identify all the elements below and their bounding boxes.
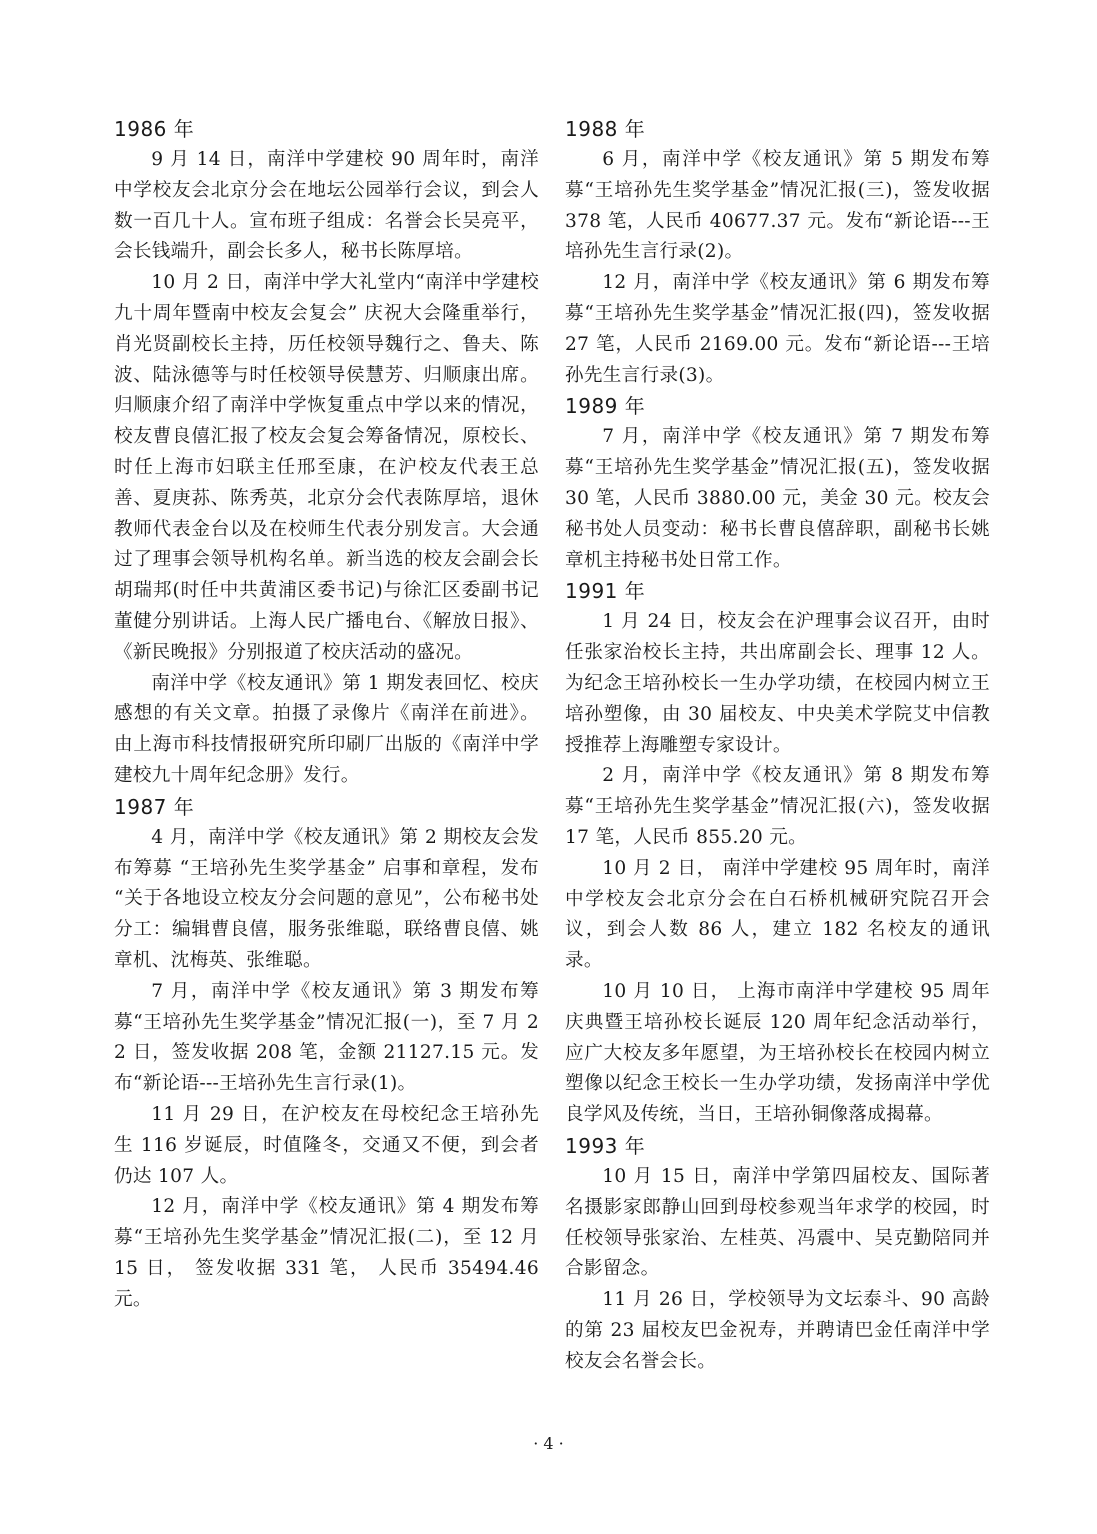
paragraph: 4 月，南洋中学《校友通讯》第 2 期校友会发布筹募 “王培孙先生奖学基金” 启事和章程，发布 “关于各地设立校友分会问题的意见”，公布秘书处分工：编辑曹良僖，服务张维聪，联络曹良僖、姚章机、沈梅英、张维聪。 bbox=[114, 826, 539, 971]
paragraph: 10 月 15 日，南洋中学第四届校友、国际著名摄影家郎静山回到母校参观当年求学的校园，时任校领导张家治、左桂英、冯震中、吴克勤陪同并合影留念。 bbox=[565, 1165, 990, 1280]
year-heading: 1993 年 bbox=[565, 1133, 646, 1158]
paragraph: 6 月，南洋中学《校友通讯》第 5 期发布筹募“王培孙先生奖学基金”情况汇报(三)，签发收据 378 笔，人民币 40677.37 元。发布“新论语---王培孙先生言行录(2)。 bbox=[565, 149, 990, 263]
paragraph: 9 月 14 日，南洋中学建校 90 周年时，南洋中学校友会北京分会在地坛公园举行会议，到会人数一百几十人。宣布班子组成：名誉会长吴亮平，会长钱端升，副会长多人，秘书长陈厚培。 bbox=[114, 149, 539, 263]
paragraph: 2 月，南洋中学《校友通讯》第 8 期发布筹募“王培孙先生奖学基金”情况汇报(六)，签发收据 17 笔，人民币 855.20 元。 bbox=[565, 765, 990, 848]
paragraph: 南洋中学《校友通讯》第 1 期发表回忆、校庆感想的有关文章。拍摄了录像片《南洋在前进》。由上海市科技情报研究所印刷厂出版的《南洋中学建校九十周年纪念册》发行。 bbox=[114, 672, 539, 786]
year-heading: 1987 年 bbox=[114, 794, 195, 819]
paragraph: 11 月 29 日，在沪校友在母校纪念王培孙先生 116 岁诞辰，时值隆冬，交通又不便，到会者仍达 107 人。 bbox=[114, 1103, 539, 1187]
paragraph: 10 月 10 日， 上海市南洋中学建校 95 周年庆典暨王培孙校长诞辰 120 周年纪念活动举行，应广大校友多年愿望，为王培孙校长在校园内树立塑像以纪念王校长一生办学功绩，发扬南洋中学优良学风及传统，当日，王培孙铜像落成揭幕。 bbox=[565, 980, 990, 1126]
right-column bbox=[565, 114, 990, 1377]
year-heading: 1986 年 bbox=[114, 117, 195, 141]
paragraph: 10 月 2 日，南洋中学大礼堂内“南洋中学建校九十周年暨南中校友会复会” 庆祝大会隆重举行，肖光贤副校长主持，历任校领导魏行之、鲁夫、陈波、陆泳德等与时任校领导侯慧芳、归顺康出席。归顺康介绍了南洋中学恢复重点中学以来的情况，校友曹良僖汇报了校友会复会筹备情况，原校长、时任上海市妇联主任邢至康，在沪校友代表王总善、夏庚荪、陈秀英，北京分会代表陈厚培，退休教师代表金台以及在校师生代表分别发言。大会通过了理事会领导机构名单。新当选的校友会副会长胡瑞邦(时任中共黄浦区委书记)与徐汇区委副书记董健分别讲话。上海人民广播电台、《解放日报》、《新民晚报》分别报道了校庆活动的盛况。 bbox=[114, 272, 539, 663]
paragraph: 11 月 26 日，学校领导为文坛泰斗、90 高龄的第 23 届校友巴金祝寿，并聘请巴金任南洋中学校友会名誉会长。 bbox=[565, 1289, 990, 1372]
paragraph: 1 月 24 日，校友会在沪理事会议召开，由时任张家治校长主持，共出席副会长、理事 12 人。为纪念王培孙校长一生办学功绩，在校园内树立王培孙塑像，由 30 届校友、中央美术学院艾中信教授推荐上海雕塑专家设计。 bbox=[565, 611, 990, 756]
left-column bbox=[114, 114, 539, 1315]
paragraph: 7 月，南洋中学《校友通讯》第 7 期发布筹募“王培孙先生奖学基金”情况汇报(五)，签发收据 30 笔，人民币 3880.00 元，美金 30 元。校友会秘书处人员变动：秘书长曹良僖辞职，副秘书长姚章机主持秘书处日常工作。 bbox=[565, 426, 990, 571]
page-number: · 4 · bbox=[533, 1434, 564, 1453]
year-heading: 1989 年 bbox=[565, 394, 646, 419]
paragraph: 7 月，南洋中学《校友通讯》第 3 期发布筹募“王培孙先生奖学基金”情况汇报(一)，至 7 月 22 日，签发收据 208 笔，金额 21127.15 元。发布“新论语---王培孙先生言行录(1)。 bbox=[114, 980, 539, 1095]
paragraph: 12 月，南洋中学《校友通讯》第 4 期发布筹募“王培孙先生奖学基金”情况汇报(二)，至 12 月 15 日， 签发收据 331 笔， 人民币 35494.46 元。 bbox=[114, 1196, 539, 1310]
paragraph: 10 月 2 日， 南洋中学建校 95 周年时，南洋中学校友会北京分会在白石桥机械研究院召开会议，到会人数 86 人，建立 182 名校友的通讯录。 bbox=[565, 857, 990, 972]
paragraph: 12 月，南洋中学《校友通讯》第 6 期发布筹募“王培孙先生奖学基金”情况汇报(四)，签发收据 27 笔，人民币 2169.00 元。发布“新论语---王培孙先生言行录(3)。 bbox=[565, 272, 990, 386]
year-heading: 1991 年 bbox=[565, 579, 646, 604]
year-heading: 1988 年 bbox=[565, 117, 646, 141]
